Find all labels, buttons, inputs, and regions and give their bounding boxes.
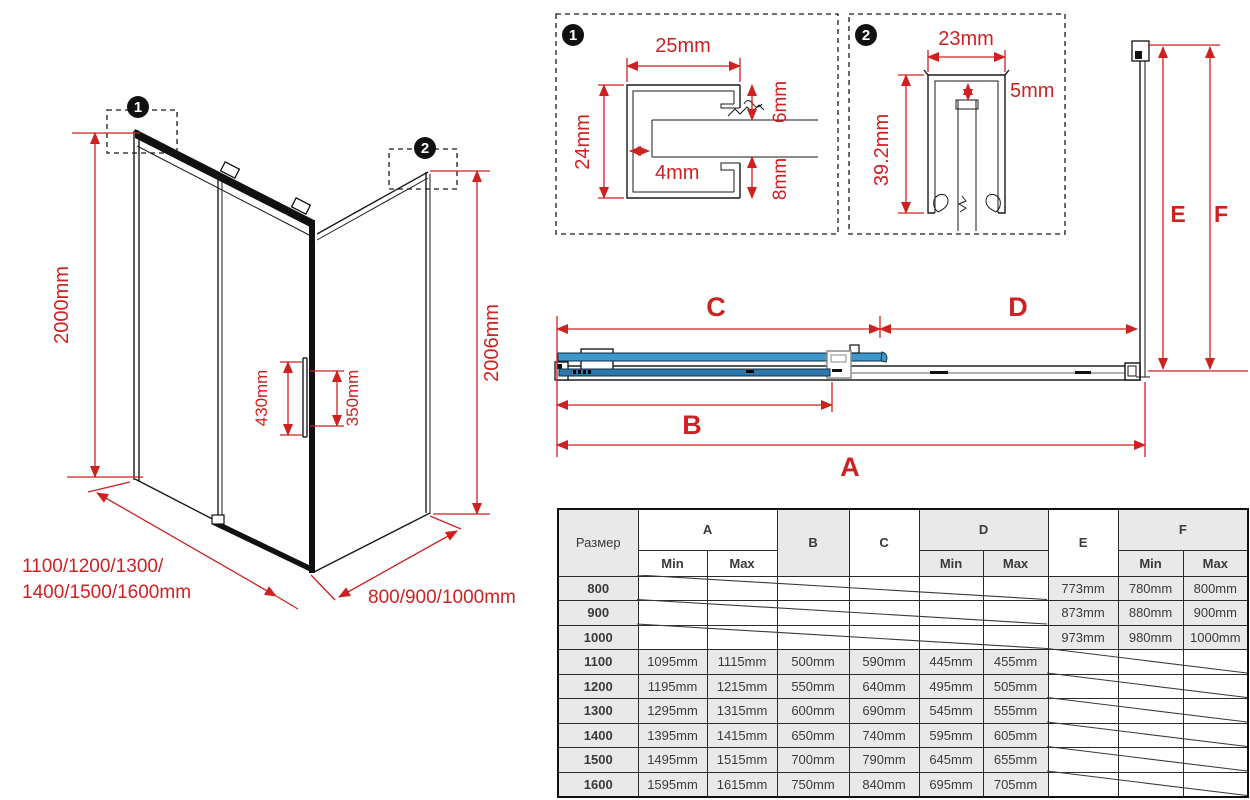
table-cell bbox=[638, 625, 707, 650]
table-cell bbox=[1183, 674, 1248, 699]
table-cell: 1095mm bbox=[638, 650, 707, 675]
table-cell bbox=[1118, 723, 1183, 748]
table-cell: 605mm bbox=[983, 723, 1048, 748]
table-cell: 555mm bbox=[983, 699, 1048, 724]
table-cell: 550mm bbox=[777, 674, 849, 699]
row-size: 1000 bbox=[558, 625, 638, 650]
plan-dim-d: D bbox=[1008, 292, 1028, 322]
table-cell bbox=[1048, 723, 1118, 748]
table-cell: 590mm bbox=[849, 650, 919, 675]
table-cell: 740mm bbox=[849, 723, 919, 748]
row-size: 1100 bbox=[558, 650, 638, 675]
table-cell: 640mm bbox=[849, 674, 919, 699]
plan-dim-c: C bbox=[706, 292, 726, 322]
table-cell: 500mm bbox=[777, 650, 849, 675]
table-cell bbox=[1048, 772, 1118, 797]
table-cell: 1000mm bbox=[1183, 625, 1248, 650]
table-row bbox=[558, 723, 1248, 748]
table-row bbox=[558, 748, 1248, 773]
dim-height-2000: 2000mm bbox=[51, 266, 73, 344]
dim-39-2mm: 39.2mm bbox=[871, 113, 893, 187]
table-cell bbox=[707, 576, 777, 601]
table-cell bbox=[1183, 772, 1248, 797]
plan-dim-b: B bbox=[682, 410, 702, 440]
size-table-wrap bbox=[557, 508, 1248, 798]
table-cell bbox=[777, 625, 849, 650]
table-cell: 873mm bbox=[1048, 601, 1118, 626]
dim-height-2006: 2006mm bbox=[481, 304, 503, 382]
detail-1-dimensions bbox=[572, 35, 791, 200]
table-cell bbox=[1118, 748, 1183, 773]
profile-2-linework bbox=[924, 70, 1009, 231]
table-cell bbox=[638, 576, 707, 601]
table-cell: 455mm bbox=[983, 650, 1048, 675]
table-cell: 1395mm bbox=[638, 723, 707, 748]
table-cell: 690mm bbox=[849, 699, 919, 724]
dim-handle-430: 430mm bbox=[252, 369, 271, 427]
col-header-e: E bbox=[1048, 509, 1118, 576]
col-header-f: F bbox=[1118, 509, 1248, 550]
table-cell: 773mm bbox=[1048, 576, 1118, 601]
col-header-size: Размер bbox=[558, 509, 638, 576]
row-size: 800 bbox=[558, 576, 638, 601]
dim-8mm: 8mm bbox=[770, 157, 791, 201]
d-min-header: Min bbox=[919, 550, 983, 576]
badge-1: 1 bbox=[133, 99, 143, 116]
table-cell: 600mm bbox=[777, 699, 849, 724]
table-cell: 1215mm bbox=[707, 674, 777, 699]
table-cell bbox=[1048, 699, 1118, 724]
row-size: 1300 bbox=[558, 699, 638, 724]
row-size: 1500 bbox=[558, 748, 638, 773]
table-cell bbox=[849, 601, 919, 626]
table-cell: 1495mm bbox=[638, 748, 707, 773]
size-table bbox=[557, 508, 1249, 798]
callout-1 bbox=[107, 96, 177, 153]
table-cell: 1115mm bbox=[707, 650, 777, 675]
table-cell bbox=[777, 576, 849, 601]
dim-depths: 800/900/1000mm bbox=[368, 587, 516, 608]
table-row bbox=[558, 772, 1248, 797]
a-max-header: Max bbox=[707, 550, 777, 576]
table-cell bbox=[1118, 674, 1183, 699]
d-max-header: Max bbox=[983, 550, 1048, 576]
dim-6mm: 6mm bbox=[770, 80, 791, 124]
table-cell bbox=[1118, 772, 1183, 797]
table-cell: 840mm bbox=[849, 772, 919, 797]
col-header-b: B bbox=[777, 509, 849, 576]
table-cell bbox=[849, 576, 919, 601]
table-cell: 445mm bbox=[919, 650, 983, 675]
col-header-a: A bbox=[638, 509, 777, 550]
table-row bbox=[558, 625, 1248, 650]
table-cell: 1615mm bbox=[707, 772, 777, 797]
table-cell: 900mm bbox=[1183, 601, 1248, 626]
enclosure-linework bbox=[134, 129, 430, 573]
plan-dim-f: F bbox=[1213, 201, 1229, 227]
dim-23mm: 23mm bbox=[938, 28, 994, 50]
table-cell bbox=[1048, 650, 1118, 675]
table-cell: 1315mm bbox=[707, 699, 777, 724]
table-cell bbox=[1183, 650, 1248, 675]
table-cell bbox=[1183, 748, 1248, 773]
table-cell bbox=[983, 576, 1048, 601]
table-cell: 1415mm bbox=[707, 723, 777, 748]
col-header-c: C bbox=[849, 509, 919, 576]
dim-widths-line1: 1100/1200/1300/ bbox=[22, 556, 164, 577]
table-cell bbox=[638, 601, 707, 626]
f-max-header: Max bbox=[1183, 550, 1248, 576]
gasket-clip bbox=[744, 101, 762, 108]
table-cell: 750mm bbox=[777, 772, 849, 797]
roller-clip-left bbox=[934, 194, 948, 212]
row-size: 900 bbox=[558, 601, 638, 626]
table-cell: 645mm bbox=[919, 748, 983, 773]
dim-25mm: 25mm bbox=[655, 35, 711, 57]
detail-2 bbox=[849, 14, 1065, 234]
table-cell bbox=[1183, 699, 1248, 724]
table-cell: 780mm bbox=[1118, 576, 1183, 601]
table-cell bbox=[1048, 674, 1118, 699]
plan-dim-e: E bbox=[1170, 201, 1186, 227]
table-cell: 800mm bbox=[1183, 576, 1248, 601]
table-cell: 595mm bbox=[919, 723, 983, 748]
plan-dim-a: A bbox=[840, 452, 860, 482]
glass-fixed-panel bbox=[559, 369, 830, 376]
dim-5mm: 5mm bbox=[1010, 80, 1055, 102]
detail-1-badge: 1 bbox=[568, 27, 578, 44]
table-cell: 790mm bbox=[849, 748, 919, 773]
table-cell: 973mm bbox=[1048, 625, 1118, 650]
table-cell: 1195mm bbox=[638, 674, 707, 699]
table-row bbox=[558, 674, 1248, 699]
table-cell bbox=[983, 601, 1048, 626]
dim-24mm: 24mm bbox=[572, 114, 594, 170]
table-cell bbox=[919, 576, 983, 601]
table-cell: 1595mm bbox=[638, 772, 707, 797]
detail-2-badge: 2 bbox=[861, 27, 871, 44]
table-row bbox=[558, 699, 1248, 724]
dim-4mm: 4mm bbox=[655, 162, 700, 184]
table-cell bbox=[1183, 723, 1248, 748]
table-row bbox=[558, 650, 1248, 675]
table-cell: 505mm bbox=[983, 674, 1048, 699]
table-cell: 700mm bbox=[777, 748, 849, 773]
table-cell bbox=[1048, 748, 1118, 773]
f-min-header: Min bbox=[1118, 550, 1183, 576]
table-cell bbox=[919, 625, 983, 650]
table-cell: 705mm bbox=[983, 772, 1048, 797]
dim-handle-350: 350mm bbox=[343, 369, 362, 427]
table-cell: 655mm bbox=[983, 748, 1048, 773]
plan-view bbox=[555, 41, 1248, 482]
table-cell: 1515mm bbox=[707, 748, 777, 773]
table-cell: 980mm bbox=[1118, 625, 1183, 650]
door-handle bbox=[303, 358, 307, 437]
isometric-view bbox=[22, 96, 516, 609]
table-cell: 495mm bbox=[919, 674, 983, 699]
row-size: 1200 bbox=[558, 674, 638, 699]
row-size: 1600 bbox=[558, 772, 638, 797]
table-cell bbox=[707, 601, 777, 626]
plan-dimensions bbox=[557, 45, 1248, 482]
detail-1 bbox=[556, 14, 838, 234]
row-size: 1400 bbox=[558, 723, 638, 748]
table-cell bbox=[1118, 699, 1183, 724]
table-cell: 650mm bbox=[777, 723, 849, 748]
dim-widths-line2: 1400/1500/1600mm bbox=[22, 582, 192, 603]
col-header-d: D bbox=[919, 509, 1048, 550]
table-cell bbox=[777, 601, 849, 626]
table-cell bbox=[919, 601, 983, 626]
table-cell bbox=[707, 625, 777, 650]
table-row bbox=[558, 576, 1248, 601]
table-cell: 545mm bbox=[919, 699, 983, 724]
table-cell: 695mm bbox=[919, 772, 983, 797]
badge-2: 2 bbox=[420, 140, 430, 157]
table-cell: 1295mm bbox=[638, 699, 707, 724]
a-min-header: Min bbox=[638, 550, 707, 576]
detail-2-dimensions bbox=[871, 28, 1054, 213]
table-cell bbox=[1118, 650, 1183, 675]
table-cell bbox=[849, 625, 919, 650]
table-cell bbox=[983, 625, 1048, 650]
table-row bbox=[558, 601, 1248, 626]
table-cell: 880mm bbox=[1118, 601, 1183, 626]
